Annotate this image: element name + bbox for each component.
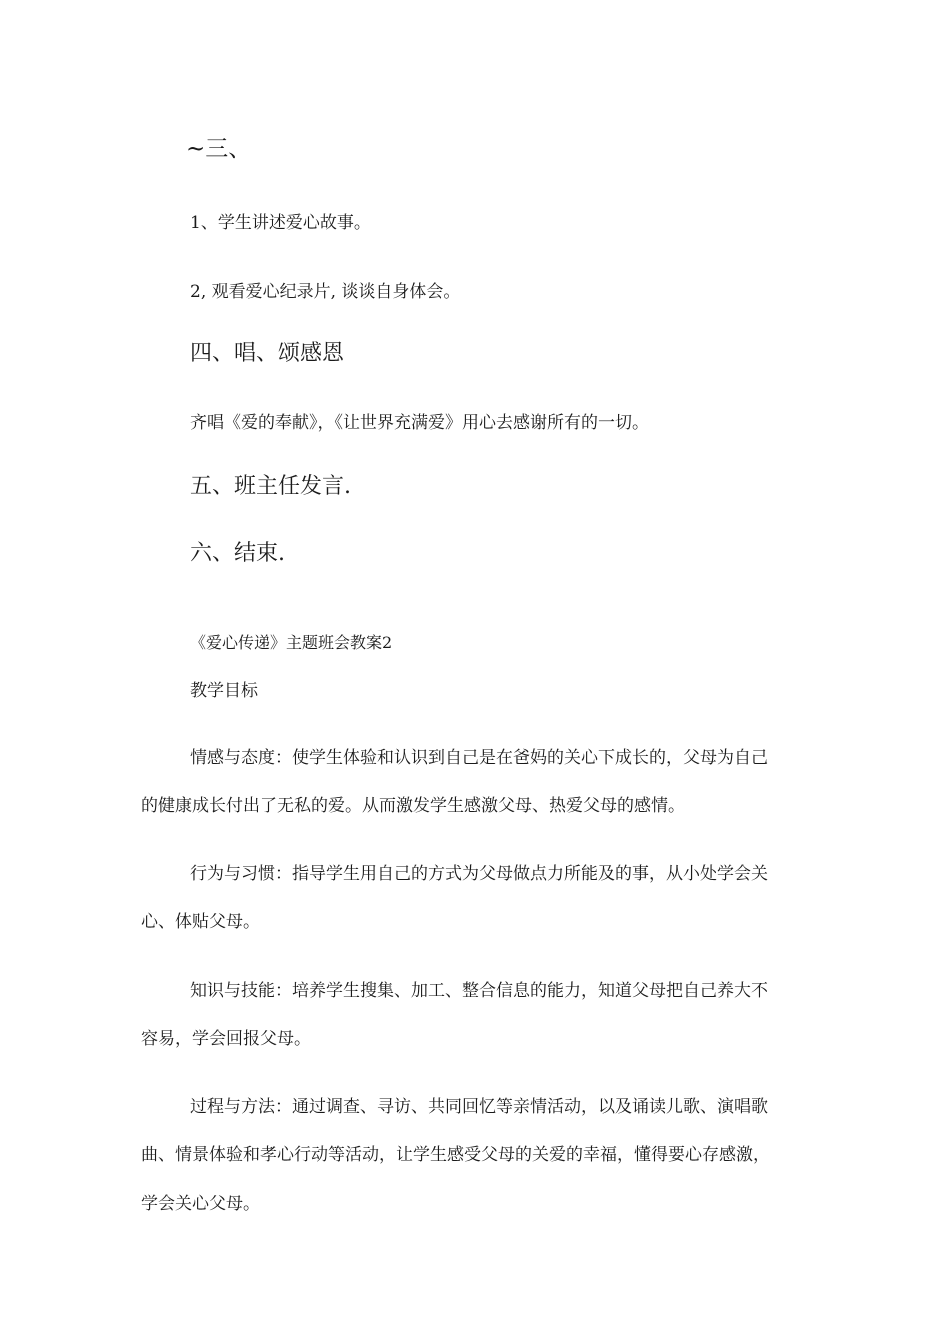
teaching-goals-heading: 教学目标 [190,681,258,701]
goal-behavior-line-1: 行为与习惯：指导学生用自己的方式为父母做点力所能及的事，从小处学会关 [190,864,768,884]
goal-behavior-line-2: 心、体贴父母。 [141,912,260,932]
goal-knowledge-line-1: 知识与技能：培养学生搜集、加工、整合信息的能力，知道父母把自己养大不 [190,981,768,1001]
plan-2-title: 《爱心传递》主题班会教案2 [190,633,393,652]
list-item-2: 2, 观看爱心纪录片, 谈谈自身体会。 [190,282,461,302]
goal-process-line-3: 学会关心父母。 [141,1194,260,1214]
goal-emotion-line-1: 情感与态度：使学生体验和认识到自己是在爸妈的关心下成长的，父母为自己 [190,748,768,768]
goal-knowledge-line-2: 容易，学会回报父母。 [141,1029,311,1049]
section-5-heading: 五、班主任发言. [190,474,351,499]
goal-process-line-2: 曲、情景体验和孝心行动等活动，让学生感受父母的关爱的幸福，懂得要心存感激， [141,1145,770,1165]
goal-emotion-line-2: 的健康成长付出了无私的爱。从而激发学生感激父母、热爱父母的感情。 [141,796,685,816]
section-6-heading: 六、结束. [190,541,285,566]
goal-process-line-1: 过程与方法：通过调查、寻访、共同回忆等亲情活动，以及诵读儿歌、演唱歌 [190,1097,768,1117]
section-4-heading: 四、唱、颂感恩 [190,341,345,366]
section-3-heading: ~三、 [186,136,252,162]
list-item-1: 1、学生讲述爱心故事。 [190,213,371,233]
section-4-body: 齐唱《爱的奉献》，《让世界充满爱》用心去感谢所有的一切。 [190,413,649,433]
